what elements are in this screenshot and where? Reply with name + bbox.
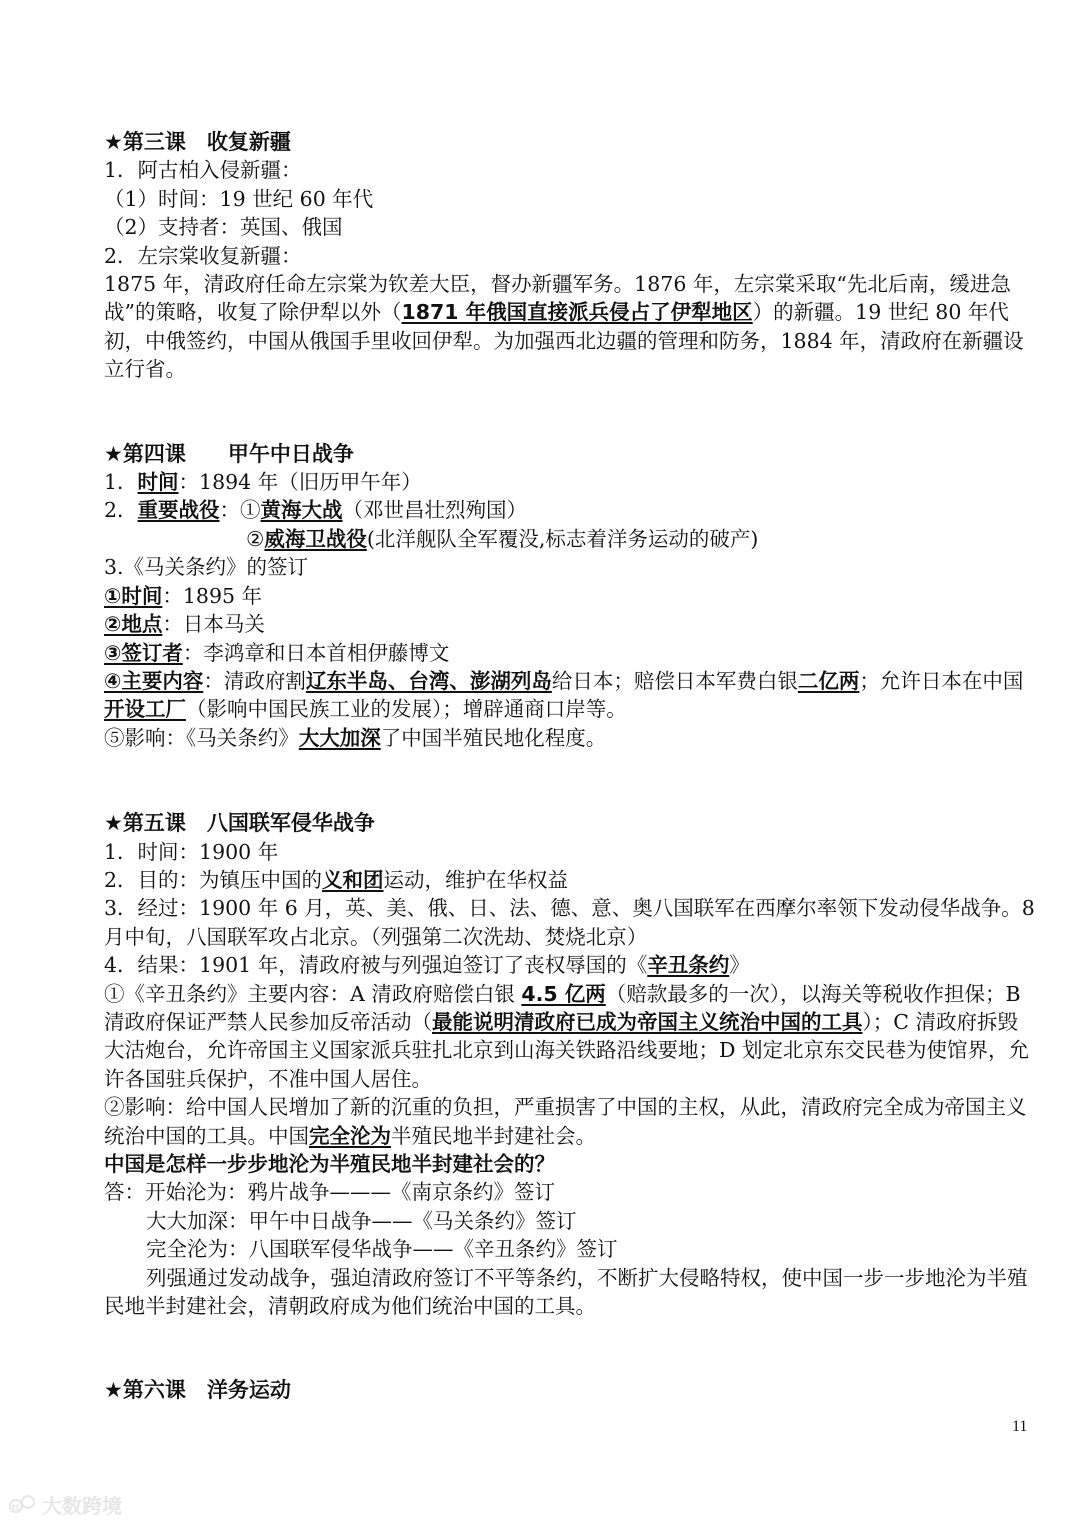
lesson-6-title: ★第六课 洋务运动 <box>104 1378 291 1403</box>
battles-label: 重要战役 <box>137 498 220 523</box>
treaty-signers-label: ③签订者 <box>104 640 183 665</box>
lesson-4-treaty-heading: 3.《马关条约》的签订 <box>104 555 309 580</box>
lesson-5-treaty-content <box>104 980 1038 1094</box>
answer-line-1: 答：开始沦为：鸦片战争———《南京条约》签订 <box>104 1180 555 1205</box>
lesson-5-title: ★第五课 八国联军侵华战争 <box>104 811 375 836</box>
text: （影响中国民族工业的发展）；增辟通商口岸等。 <box>186 697 627 722</box>
answer-line-3: 完全沦为：八国联军侵华战争——《辛丑条约》签订 <box>146 1237 618 1262</box>
answer-line-2: 大大加深：甲午中日战争——《马关条约》签订 <box>146 1208 577 1233</box>
treaty-place-label: ②地点 <box>104 612 163 637</box>
battle-2: 威海卫战役 <box>264 526 367 551</box>
battle-1: 黄海大战 <box>260 498 343 523</box>
watermark-logo-icon <box>8 1493 38 1515</box>
treaty-time-label: ①时间 <box>104 583 163 608</box>
lesson-3-line-1: 1．阿古柏入侵新疆： <box>104 158 302 183</box>
lesson-3-paragraph-emphasis: 1871 年俄国直接派兵侵占了伊犁地区 <box>401 300 753 325</box>
text: ⑤影响：《马关条约》 <box>104 725 299 750</box>
lesson-3-line-3: （2）支持者：英国、俄国 <box>104 215 343 240</box>
treaty-content-label: ④主要内容 <box>104 668 204 693</box>
treaty-place <box>104 610 1038 638</box>
text: 半殖民地半封建社会。 <box>391 1123 596 1148</box>
battles-colon: ：① <box>219 498 261 523</box>
watermark-text: 大数跨境 <box>42 1493 122 1518</box>
spacer <box>104 1320 1038 1376</box>
text: 2．目的：为镇压中国的 <box>104 867 323 892</box>
text: 给日本；赔偿日本军费白银 <box>551 668 798 693</box>
battle-2-note: (北洋舰队全军覆没,标志着洋务运动的破产) <box>366 526 759 551</box>
watermark <box>8 1490 122 1518</box>
text: ①《辛丑条约》主要内容：A 清政府赔偿白银 <box>104 981 522 1006</box>
battle-1-note: （邓世昌壮烈殉国） <box>342 498 528 523</box>
lesson-4-title: ★第四课 甲午中日战争 <box>104 441 354 466</box>
lesson-5-question: 中国是怎样一步步地沦为半殖民地半封建社会的？ <box>104 1152 555 1176</box>
treaty-time <box>104 582 1038 610</box>
page-content <box>104 128 1038 1405</box>
emphasis: 完全沦为 <box>309 1123 391 1148</box>
emphasis: 最能说明清政府已成为帝国主义统治中国的工具 <box>432 1009 863 1034</box>
text: ；允许日本在中国 <box>859 668 1024 693</box>
text: 列强通过发动战争，强迫清政府签订不平等条约，不断扩大侵略特权，使中国一步一步地沦为半殖民地半封建社会，清朝政府成为他们统治中国的工具。 <box>104 1265 1028 1319</box>
svg-text:tt: tt <box>12 1503 20 1512</box>
text: 》 <box>729 953 750 978</box>
lesson-3-paragraph <box>104 270 1038 384</box>
emphasis: 开设工厂 <box>104 697 186 722</box>
lesson-5-line-4 <box>104 951 1038 979</box>
page-number: 11 <box>1012 1418 1028 1435</box>
time-value: ：1894 年（旧历甲午年） <box>178 470 422 495</box>
emphasis: 4.5 亿两 <box>521 981 606 1006</box>
lesson-5-impact <box>104 1093 1038 1150</box>
treaty-signers <box>104 639 1038 667</box>
lesson-4-time <box>104 468 1038 496</box>
item-number: 1． <box>104 470 138 495</box>
lesson-5-line-3: 3．经过：1900 年 6 月，英、美、俄、日、法、德、意、奥八国联军在西摩尔率领下发动侵华战争。8 月中旬，八国联军攻占北京。（列强第二次洗劫、焚烧北京） <box>104 896 1035 949</box>
text: （赔款最多的一次），以海关等税收作担保；B 清政府保证严禁人民参加反帝活动（ <box>104 981 1021 1034</box>
lesson-5-line-1: 1．时间：1900 年 <box>104 839 279 864</box>
lesson-3-paragraph-end: ）的新疆。19 世纪 80 年代初，中俄签约，中国从俄国手里收回伊犁。为加强西北边疆的管理和防务，1884 年，清政府在新疆设立行省。 <box>104 300 1024 382</box>
lesson-3-line-4: 2．左宗棠收复新疆： <box>104 243 302 268</box>
treaty-time-value: ：1895 年 <box>162 583 263 608</box>
lesson-3-title: ★第三课 收复新疆 <box>104 130 291 154</box>
spacer <box>104 384 1038 440</box>
answer-summary <box>104 1264 1038 1321</box>
spacer <box>104 752 1038 809</box>
text: ）；C 清政府拆毁大沽炮台，允许帝国主义国家派兵驻扎北京到山海关铁路沿线要地；D 划定北京东交民巷为使馆界，允许各国驻兵保护，不准中国人居住。 <box>104 1009 1029 1091</box>
lesson-3-line-2: （1）时间：19 世纪 60 年代 <box>104 186 374 211</box>
emphasis: 辛丑条约 <box>647 953 730 978</box>
item-number: ② <box>246 526 265 551</box>
text: 运动，维护在华权益 <box>383 867 569 892</box>
text: ：清政府割 <box>203 668 306 693</box>
item-number: 2． <box>104 498 138 523</box>
treaty-signers-value: ：李鸿章和日本首相伊藤博文 <box>182 640 450 665</box>
emphasis: 辽东半岛、台湾、澎湖列岛 <box>305 668 552 693</box>
lesson-5-line-2 <box>104 866 1038 894</box>
text: 了中国半殖民地化程度。 <box>380 725 607 750</box>
lesson-3-paragraph-text: 1875 年，清政府任命左宗棠为钦差大臣，督办新疆军务。1876 年，左宗棠采取“先北后南，缓进急战”的策略，收复了除伊犁以外（ <box>104 272 1011 325</box>
treaty-impact <box>104 724 1038 752</box>
lesson-4-battle-2 <box>104 525 1038 553</box>
treaty-content <box>104 667 1038 724</box>
emphasis: 大大加深 <box>298 725 381 750</box>
lesson-4-battles <box>104 496 1038 524</box>
emphasis: 二亿两 <box>797 668 860 693</box>
treaty-place-value: ：日本马关 <box>162 612 265 637</box>
time-label: 时间 <box>137 470 179 495</box>
emphasis: 义和团 <box>322 867 384 892</box>
text: ②影响：给中国人民增加了新的沉重的负担，严重损害了中国的主权，从此，清政府完全成为帝国主义统治中国的工具。中国 <box>104 1095 1027 1148</box>
text: 4．结果：1901 年，清政府被与列强迫签订了丧权辱国的《 <box>104 953 648 978</box>
